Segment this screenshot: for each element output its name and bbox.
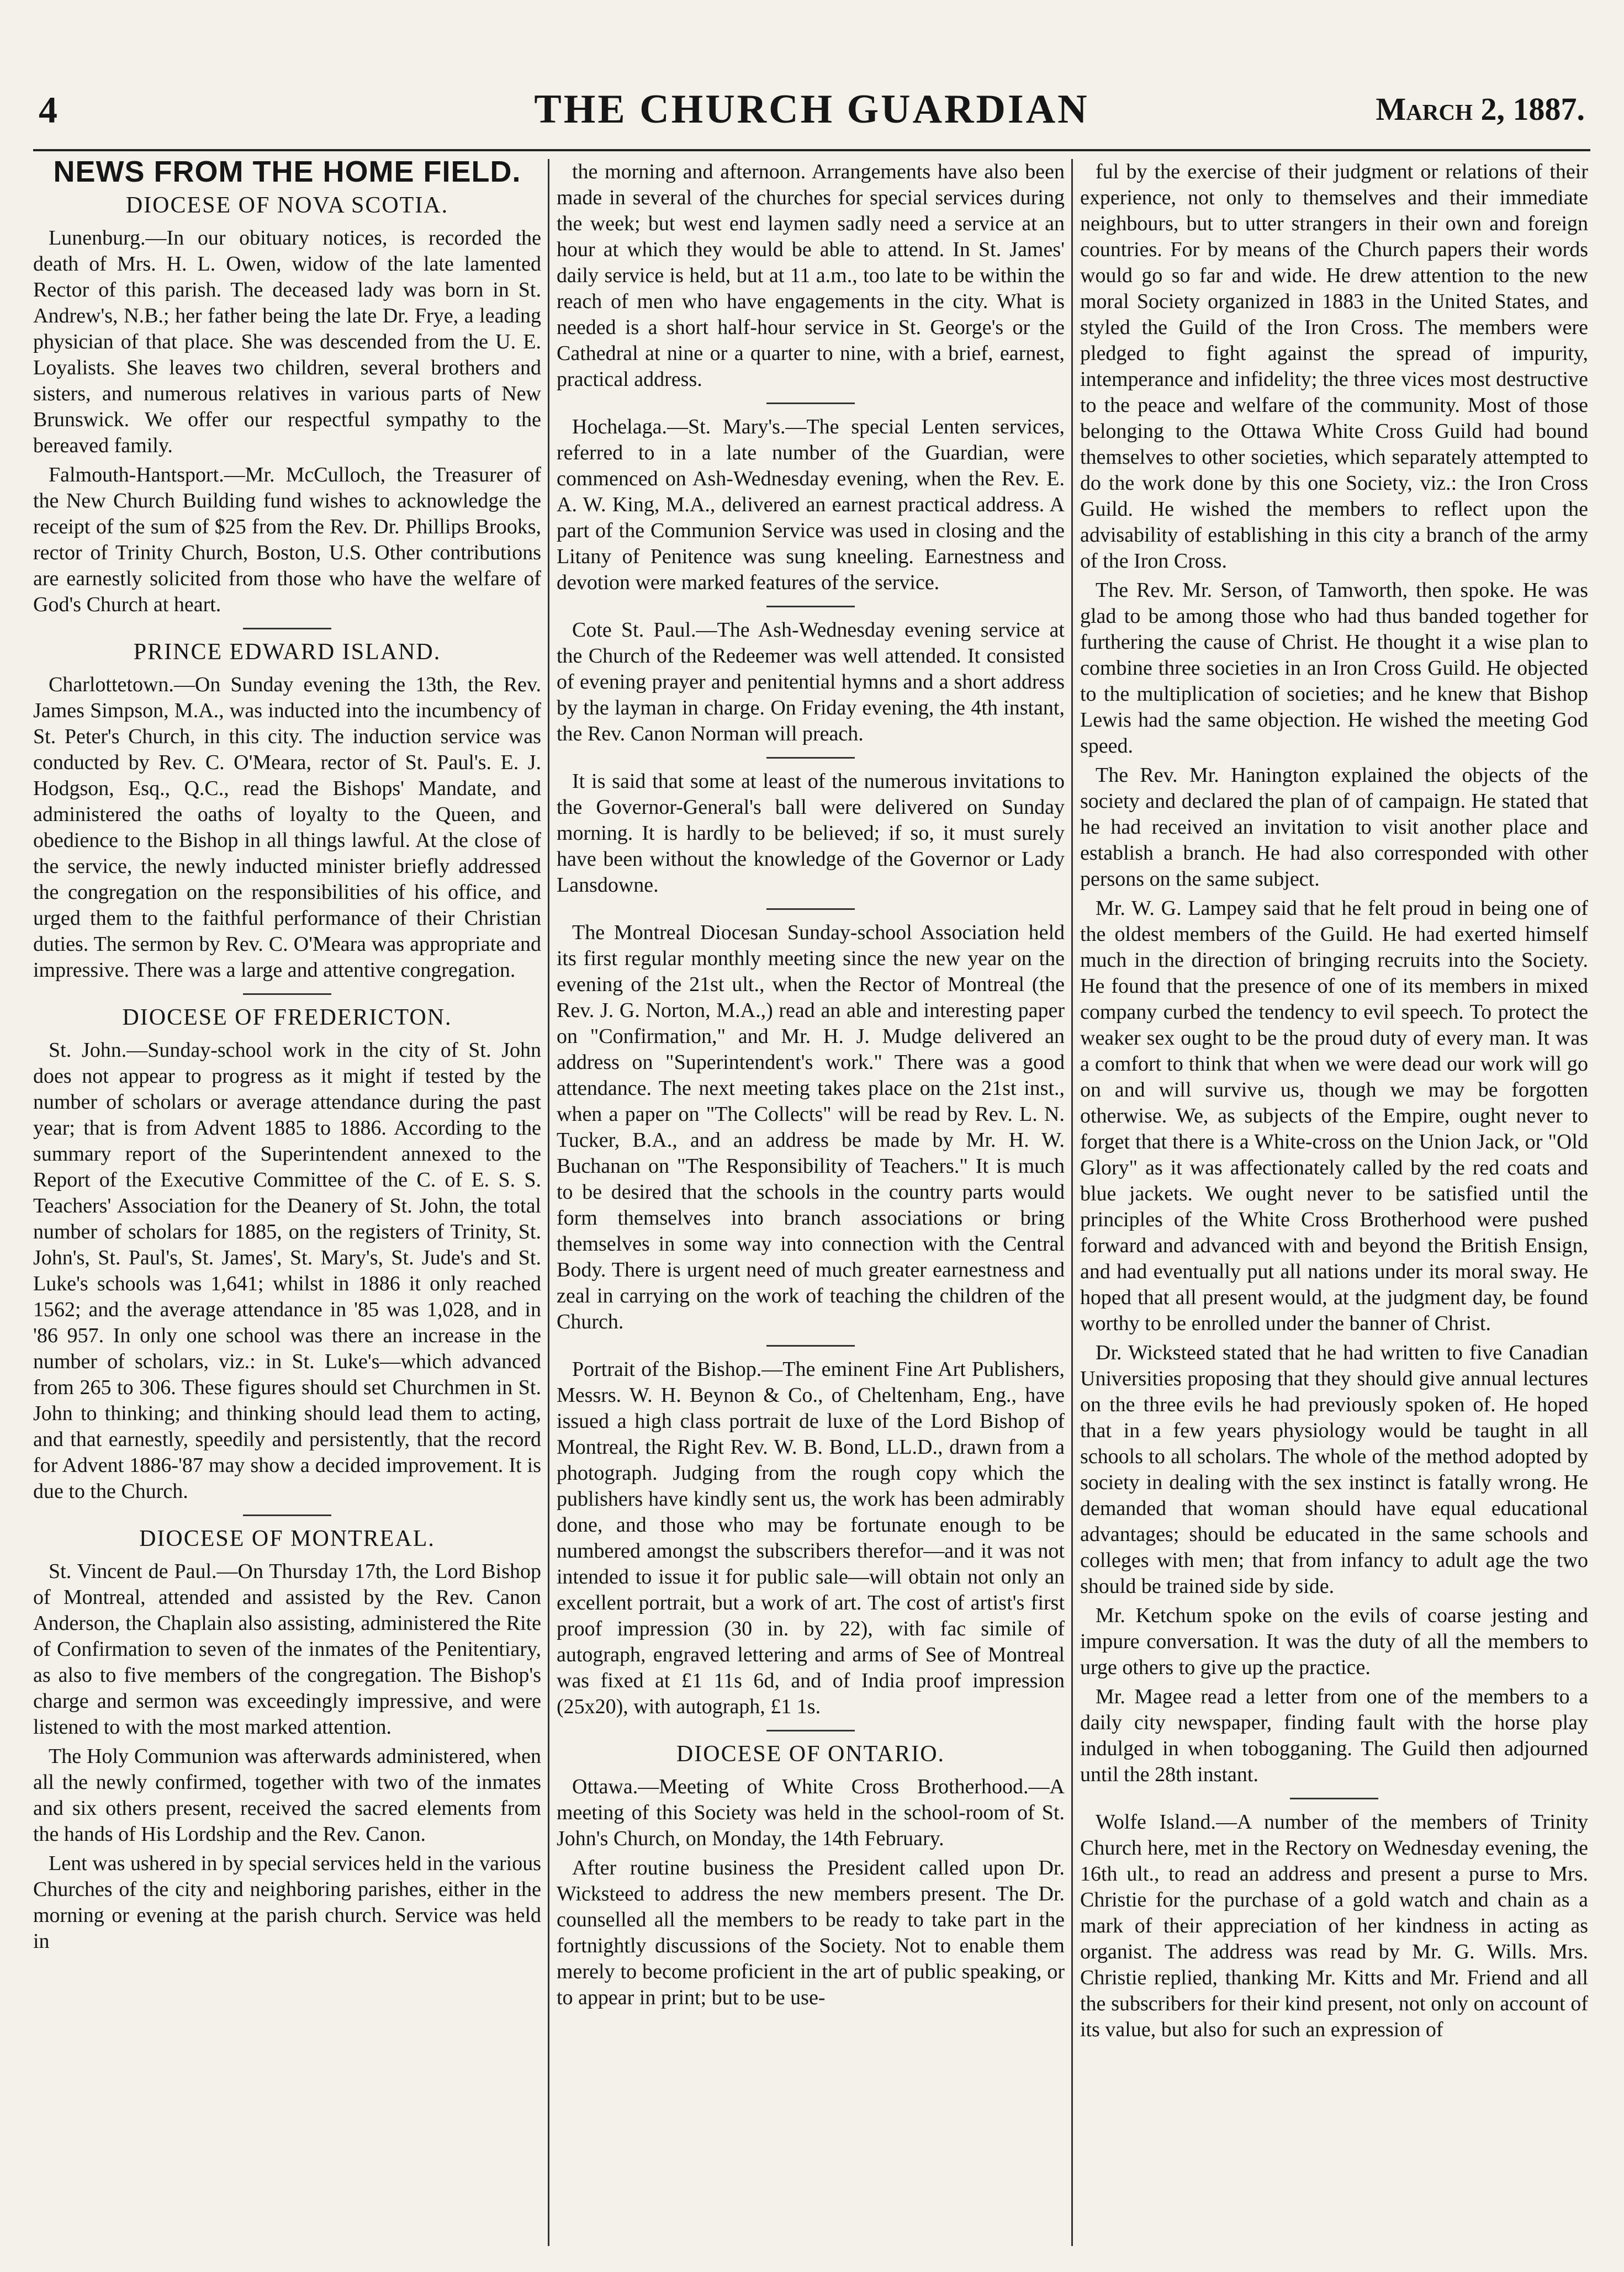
article-paragraph: The Rev. Mr. Hanington explained the objects of the society and declared the plan of of campaign. He stated that he had received an invitation to visit another place and establish a branch. He had also corresponded with other persons on the same subject. (1080, 764, 1588, 891)
issue-date: March 2, 1887. (1376, 91, 1585, 127)
diocese-heading: DIOCESE OF MONTREAL. (139, 1526, 435, 1551)
article-paragraph: Lent was ushered in by special services held in the various Churches of the city and neighboring parishes, either in the morning or evening at the parish church. Service was held in (33, 1852, 541, 1953)
separator (766, 757, 855, 759)
column-rule (1071, 159, 1073, 2246)
article-paragraph: Hochelaga.—St. Mary's.—The special Lenten services, referred to in a late number of the Guardian, were commenced on Ash-Wednesday evening, when the Rev. E. A. W. King, M.A., delivered an earnest practical address. A part of the Communion Service was used in closing and the Litany of Penitence was sung kneeling. Earnestness and devotion were marked features of the service. (557, 415, 1065, 594)
diocese-heading: DIOCESE OF ONTARIO. (676, 1741, 945, 1767)
separator (1290, 1798, 1378, 1799)
article-paragraph: Portrait of the Bishop.—The eminent Fine Art Publishers, Messrs. W. H. Beynon & Co., of Cheltenham, Eng., have issued a high class portrait de luxe of the Lord Bishop of Montreal, the Right Rev. W. B. Bond, LL.D., drawn from a photograph. Judging from the rough copy which the publishers have kindly sent us, the work has been admirably done, and those who may be fortunate enough to be numbered amongst the subscribers therefor—and it was not intended to issue it for public sale—will obtain not only an excellent portrait, but a work of art. The cost of artist's first proof impression (30 in. by 22), with fac simile of autograph, engraved lettering and arms of See of Montreal was fixed at £1 11s 6d, and of India proof impression (25x20), with autograph, £1 1s. (557, 1358, 1065, 1718)
article-paragraph: Charlottetown.—On Sunday evening the 13th, the Rev. James Simpson, M.A., was inducted into the incumbency of St. Peter's Church, in this city. The induction service was conducted by Rev. C. O'Meara, rector of St. Paul's. E. J. Hodgson, Esq., Q.C., read the Bishops' Mandate, and administered the oaths of loyalty to the Queen, and obedience to the Bishop in all things lawful. At the close of the service, the newly inducted minister briefly addressed the congregation on the responsibilities of his office, and urged them to the faithful performance of their Christian duties. The sermon by Rev. C. O'Meara was appropriate and impressive. There was a large and attentive congregation. (33, 673, 541, 982)
column-2 (557, 159, 1065, 2246)
newspaper-title: THE CHURCH GUARDIAN (534, 87, 1089, 132)
separator (766, 1345, 855, 1347)
diocese-heading: PRINCE EDWARD ISLAND. (133, 639, 441, 665)
separator (243, 628, 331, 629)
column-1 (33, 159, 541, 2246)
masthead (33, 83, 1590, 151)
separator (243, 1514, 331, 1516)
article-paragraph: Cote St. Paul.—The Ash-Wednesday evening service at the Church of the Redeemer was well attended. It consisted of evening prayer and penitential hymns and a short address by the layman in charge. On Friday evening, the 4th instant, the Rev. Canon Norman will preach. (557, 618, 1065, 745)
article-paragraph: Mr. Magee read a letter from one of the members to a daily city newspaper, finding fault with the horse play indulged in when tobogganing. The Guild then adjourned until the 28th instant. (1080, 1685, 1588, 1786)
section-heading: NEWS FROM THE HOME FIELD. (53, 159, 521, 188)
article-paragraph: Wolfe Island.—A number of the members of Trinity Church here, met in the Rectory on Wednesday evening, the 16th ult., to read an address and present a purse to Mrs. Christie for the purchase of a gold watch and chain as a mark of their appreciation of her kindness in acting as organist. The address was read by Mr. G. Wills. Mrs. Christie replied, thanking Mr. Kitts and Mr. Friend and all the subscribers for their kind present, not only on account of its value, but also for such an expression of (1080, 1810, 1588, 2041)
article-paragraph: Dr. Wicksteed stated that he had written to five Canadian Universities proposing that they should give annual lectures on the three evils he had previously spoken of. He hoped that in a few years physiology would be taught in all schools to all scholars. The whole of the method adopted by society in dealing with the sex instinct is fatally wrong. He demanded that woman should have equal educational advantages; should be educated in the same schools and colleges with men; that from infancy to adult age the two should be trained side by side. (1080, 1341, 1588, 1598)
page-number: 4 (39, 89, 57, 131)
article-paragraph: After routine business the President called upon Dr. Wicksteed to address the new members present. The Dr. counselled all the members to be ready to take part in the fortnightly discussions of the Society. Not to enable them merely to become proficient in the art of public speaking, or to appear in print; but to be use- (557, 1856, 1065, 2009)
diocese-heading: DIOCESE OF NOVA SCOTIA. (125, 193, 449, 218)
separator (766, 908, 855, 910)
article-paragraph: Falmouth-Hantsport.—Mr. McCulloch, the Treasurer of the New Church Building fund wishes to acknowledge the receipt of the sum of $25 from the Rev. Dr. Phillips Brooks, rector of Trinity Church, Boston, U.S. Other contributions are earnestly solicited from those who have the welfare of God's Church at heart. (33, 463, 541, 616)
diocese-heading: DIOCESE OF FREDERICTON. (122, 1005, 452, 1030)
separator (243, 993, 331, 995)
article-paragraph: St. Vincent de Paul.—On Thursday 17th, the Lord Bishop of Montreal, attended and assisted by the Rev. Canon Anderson, the Chaplain also assisting, administered the Rite of Confirmation to seven of the inmates of the Penitentiary, as also to five members of the congregation. The Bishop's charge and sermon was exceedingly impressive, and were listened to with the most marked attention. (33, 1560, 541, 1739)
article-paragraph: ful by the exercise of their judgment or relations of their experience, not only to themselves and their immediate neighbours, but to utter strangers in their own and foreign countries. For by means of the Church papers their words would go so far and wide. He drew attention to the new moral Society organized in 1883 in the United States, and styled the Guild of the Iron Cross. The members were pledged to fight against the spread of impurity, intemperance and infidelity; the three vices most destructive to the peace and welfare of the community. Most of those belonging to the Ottawa White Cross Guild had bound themselves to other societies, which separately attempted to do the work done by this one Society, viz.: the Iron Cross Guild. He wished the members to reflect upon the advisability of establishing in this city a branch of the army of the Iron Cross. (1080, 160, 1588, 573)
separator (766, 403, 855, 404)
article-paragraph: The Rev. Mr. Serson, of Tamworth, then spoke. He was glad to be among those who had thus banded together for furthering the cause of Christ. He thought it a wise plan to combine three societies in an Iron Cross Guild. He objected to the multiplication of societies; and he knew that Bishop Lewis had the same objection. He wished the meeting God speed. (1080, 579, 1588, 758)
article-paragraph: Lunenburg.—In our obituary notices, is recorded the death of Mrs. H. L. Owen, widow of the late lamented Rector of this parish. The deceased lady was born in St. Andrew's, N.B.; her father being the late Dr. Frye, a leading physician of that place. She was descended from the U. E. Loyalists. She leaves two children, several brothers and sisters, and numerous relatives in various parts of New Brunswick. We offer our respectful sympathy to the bereaved family. (33, 226, 541, 457)
article-paragraph: Mr. Ketchum spoke on the evils of coarse jesting and impure conversation. It was the duty of all the members to urge others to give up the practice. (1080, 1604, 1588, 1679)
separator (766, 1730, 855, 1731)
article-paragraph: Mr. W. G. Lampey said that he felt proud in being one of the oldest members of the Guild. He had exerted himself much in the direction of bringing recruits into the Society. He found that the presence of one of its members in mixed company curbed the tendency to evil speech. To protect the weaker sex ought to be the proud duty of every man. It was a comfort to think that when we were dead our work will go on and will survive us, though we may be forgotten otherwise. We, as subjects of the Empire, ought never to forget that there is a White-cross on the Union Jack, or "Old Glory" as it was affectionately called by the red coats and blue jackets. We ought never to be satisfied until the principles of the White Cross Brotherhood were pushed forward and advanced with and beyond the British Ensign, and had eventually put all nations under its moral sway. He hoped that all present would, at the judgment day, be found worthy to be enrolled under the banner of Christ. (1080, 897, 1588, 1335)
article-paragraph: Ottawa.—Meeting of White Cross Brotherhood.—A meeting of this Society was held in the school-room of St. John's Church, on Monday, the 14th February. (557, 1775, 1065, 1850)
column-3 (1080, 159, 1588, 2246)
separator (766, 606, 855, 607)
article-paragraph: St. John.—Sunday-school work in the city of St. John does not appear to progress as it might if tested by the number of scholars or average attendance during the past year; that is from Advent 1885 to 1886. According to the summary report of the Superintendent annexed to the Report of the Executive Committee of the C. of E. S. S. Teachers' Association for the Deanery of St. John, the total number of scholars for 1885, on the registers of Trinity, St. John's, St. Paul's, St. James', St. Mary's, St. Jude's and St. Luke's schools was 1,641; whilst in 1886 it only reached 1562; and the average attendance in '85 was 1,028, and in '86 957. In only one school was there an increase in the number of scholars, viz.: in St. Luke's—which advanced from 265 to 306. These figures should set Churchmen in St. John to thinking; and thinking should lead them to acting, and that earnestly, speedily and persistently, that the record for Advent 1886-'87 may show a decided improvement. It is due to the Church. (33, 1039, 541, 1503)
column-rule (548, 159, 549, 2246)
article-paragraph: It is said that some at least of the numerous invitations to the Governor-General's ball were delivered on Sunday morning. It is hardly to be believed; if so, it must surely have been without the knowledge of the Governor or Lady Lansdowne. (557, 770, 1065, 897)
article-paragraph: the morning and afternoon. Arrangements have also been made in several of the churches for special services during the week; but west end laymen sadly need a service at an hour at which they would be able to attend. In St. James' daily service is held, but at 11 a.m., too late to be within the reach of men who have engagements in the city. What is needed is a short half-hour service in St. George's or the Cathedral at nine or a quarter to nine, with a brief, earnest, practical address. (557, 160, 1065, 391)
article-paragraph: The Holy Communion was afterwards administered, when all the newly confirmed, together with two of the inmates and six others present, received the sacred elements from the hands of His Lordship and the Rev. Canon. (33, 1745, 541, 1846)
article-paragraph: The Montreal Diocesan Sunday-school Association held its first regular monthly meeting since the new year on the evening of the 21st ult., when the Rector of Montreal (the Rev. J. G. Norton, M.A.,) read an able and interesting paper on "Confirmation," and Mr. H. J. Mudge delivered an address on "Superintendent's work." There was a good attendance. The next meeting takes place on the 21st inst., when a paper on "The Collects" will be read by Rev. L. N. Tucker, B.A., and an address be made by Mr. H. W. Buchanan on "The Responsibility of Teachers." It is much to be desired that the schools in the country parts would form themselves into branch associations or bring themselves in some way into connection with the Central Body. There is urgent need of much greater earnestness and zeal in carrying on the work of teaching the children of the Church. (557, 921, 1065, 1333)
